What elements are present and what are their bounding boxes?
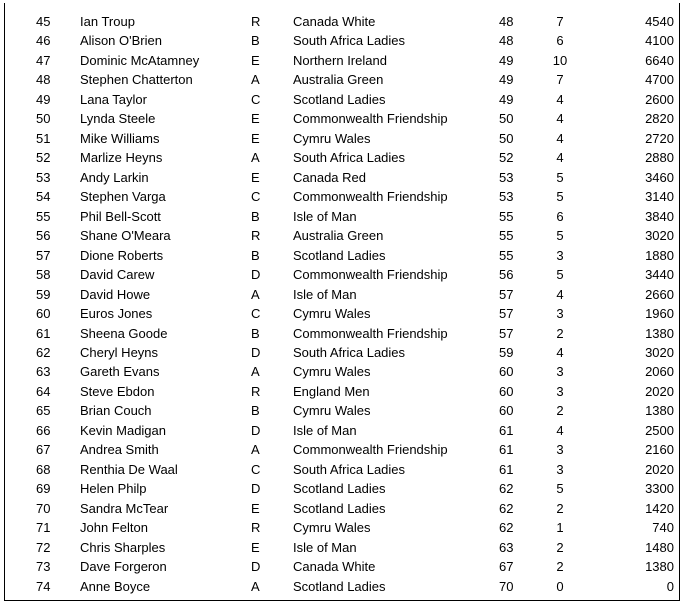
- count-cell: 3: [556, 247, 564, 263]
- group-cell: D: [251, 481, 261, 497]
- count-cell: 10: [552, 52, 568, 68]
- score-cell: 62: [499, 481, 514, 497]
- group-cell: A: [251, 578, 260, 594]
- table-row: [5, 187, 679, 206]
- position-cell: 73: [36, 559, 51, 575]
- points-cell: 1420: [645, 500, 674, 516]
- player-name-cell: Dione Roberts: [80, 247, 164, 263]
- score-cell: 50: [499, 130, 514, 146]
- points-cell: 2020: [645, 383, 674, 399]
- group-cell: C: [251, 189, 261, 205]
- player-name-cell: Steve Ebdon: [80, 383, 155, 399]
- table-row: [5, 246, 679, 265]
- count-cell: 3: [556, 364, 564, 380]
- table-row: [5, 207, 679, 226]
- player-name-cell: Ian Troup: [80, 14, 135, 29]
- player-name-cell: Andrea Smith: [80, 442, 159, 458]
- position-cell: 74: [36, 578, 51, 594]
- group-cell: C: [251, 461, 261, 477]
- position-cell: 67: [36, 442, 51, 458]
- points-cell: 2600: [645, 91, 674, 107]
- team-cell: South Africa Ladies: [293, 33, 406, 49]
- table-row: [5, 31, 679, 50]
- score-cell: 60: [499, 364, 514, 380]
- count-cell: 2: [556, 539, 564, 555]
- points-cell: 1960: [645, 306, 674, 322]
- group-cell: D: [251, 559, 261, 575]
- team-cell: Isle of Man: [293, 208, 357, 224]
- group-cell: C: [251, 91, 261, 107]
- position-cell: 54: [36, 189, 51, 205]
- group-cell: B: [251, 33, 260, 49]
- score-cell: 61: [499, 442, 514, 458]
- position-cell: 51: [36, 130, 51, 146]
- score-cell: 62: [499, 520, 514, 536]
- table-row: [5, 421, 679, 440]
- score-cell: 48: [499, 14, 514, 29]
- group-cell: R: [251, 520, 261, 536]
- table-row: [5, 460, 679, 479]
- group-cell: A: [251, 364, 260, 380]
- count-cell: 1: [556, 520, 564, 536]
- group-cell: E: [251, 539, 260, 555]
- group-cell: B: [251, 325, 260, 341]
- count-cell: 3: [556, 461, 564, 477]
- player-name-cell: Sheena Goode: [80, 325, 168, 341]
- group-cell: R: [251, 228, 261, 244]
- table-row: [5, 382, 679, 401]
- team-cell: Scotland Ladies: [293, 578, 386, 594]
- points-cell: 1380: [645, 403, 674, 419]
- player-name-cell: Andy Larkin: [80, 169, 149, 185]
- table-row: [5, 499, 679, 518]
- points-cell: 3460: [645, 169, 674, 185]
- table-row: [5, 304, 679, 323]
- player-name-cell: John Felton: [80, 520, 148, 536]
- player-name-cell: Gareth Evans: [80, 364, 160, 380]
- table-row: [5, 168, 679, 187]
- position-cell: 72: [36, 539, 51, 555]
- group-cell: E: [251, 169, 260, 185]
- table-row: [5, 226, 679, 245]
- table-row: [5, 440, 679, 459]
- group-cell: D: [251, 422, 261, 438]
- player-name-cell: Brian Couch: [80, 403, 152, 419]
- score-cell: 55: [499, 247, 514, 263]
- points-cell: 2720: [645, 130, 674, 146]
- table-row: [5, 148, 679, 167]
- player-name-cell: David Howe: [80, 286, 151, 302]
- count-cell: 7: [556, 14, 564, 29]
- results-table: [4, 3, 680, 601]
- points-cell: 0: [666, 578, 674, 594]
- player-name-cell: Lana Taylor: [80, 91, 147, 107]
- count-cell: 7: [556, 72, 564, 88]
- points-cell: 6640: [645, 52, 674, 68]
- score-cell: 57: [499, 325, 514, 341]
- points-cell: 2060: [645, 364, 674, 380]
- count-cell: 3: [556, 442, 564, 458]
- group-cell: B: [251, 208, 260, 224]
- player-name-cell: Marlize Heyns: [80, 150, 163, 166]
- points-cell: 3840: [645, 208, 674, 224]
- table-row: [5, 557, 679, 576]
- position-cell: 66: [36, 422, 51, 438]
- team-cell: Cymru Wales: [293, 364, 371, 380]
- points-cell: 3300: [645, 481, 674, 497]
- points-cell: 4700: [645, 72, 674, 88]
- count-cell: 2: [556, 500, 564, 516]
- player-name-cell: Alison O'Brien: [80, 33, 162, 49]
- score-cell: 52: [499, 150, 514, 166]
- points-cell: 3440: [645, 267, 674, 283]
- team-cell: Commonwealth Friendship: [293, 189, 448, 205]
- table-row: [5, 538, 679, 557]
- team-cell: Canada White: [293, 559, 376, 575]
- position-cell: 46: [36, 33, 51, 49]
- position-cell: 56: [36, 228, 51, 244]
- team-cell: Cymru Wales: [293, 403, 371, 419]
- player-name-cell: Lynda Steele: [80, 111, 156, 127]
- group-cell: E: [251, 52, 260, 68]
- table-row: [5, 343, 679, 362]
- team-cell: Northern Ireland: [293, 52, 387, 68]
- score-cell: 70: [499, 578, 514, 594]
- player-name-cell: Renthia De Waal: [80, 461, 178, 477]
- score-cell: 49: [499, 72, 514, 88]
- player-name-cell: Euros Jones: [80, 306, 153, 322]
- points-cell: 2660: [645, 286, 674, 302]
- points-cell: 3020: [645, 228, 674, 244]
- points-cell: 2500: [645, 422, 674, 438]
- position-cell: 47: [36, 52, 51, 68]
- points-cell: 2880: [645, 150, 674, 166]
- table-row: [5, 577, 679, 596]
- score-cell: 67: [499, 559, 514, 575]
- points-cell: 2020: [645, 461, 674, 477]
- player-name-cell: Stephen Varga: [80, 189, 166, 205]
- group-cell: A: [251, 442, 260, 458]
- position-cell: 71: [36, 520, 51, 536]
- position-cell: 53: [36, 169, 51, 185]
- score-cell: 63: [499, 539, 514, 555]
- position-cell: 50: [36, 111, 51, 127]
- team-cell: Scotland Ladies: [293, 247, 386, 263]
- team-cell: South Africa Ladies: [293, 461, 406, 477]
- player-name-cell: Kevin Madigan: [80, 422, 166, 438]
- score-cell: 61: [499, 461, 514, 477]
- table-row: [5, 362, 679, 381]
- score-cell: 55: [499, 228, 514, 244]
- group-cell: D: [251, 267, 261, 283]
- points-cell: 1380: [645, 325, 674, 341]
- player-name-cell: Helen Philp: [80, 481, 147, 497]
- table-row: [5, 12, 679, 31]
- team-cell: Canada Red: [293, 169, 366, 185]
- table-row: [5, 401, 679, 420]
- table-row: [5, 285, 679, 304]
- player-name-cell: Dave Forgeron: [80, 559, 167, 575]
- team-cell: Scotland Ladies: [293, 500, 386, 516]
- team-cell: England Men: [293, 383, 370, 399]
- team-cell: Australia Green: [293, 72, 384, 88]
- team-cell: Commonwealth Friendship: [293, 325, 448, 341]
- position-cell: 68: [36, 461, 51, 477]
- position-cell: 62: [36, 344, 51, 360]
- score-cell: 59: [499, 344, 514, 360]
- points-cell: 2820: [645, 111, 674, 127]
- team-cell: Cymru Wales: [293, 520, 371, 536]
- score-cell: 56: [499, 267, 514, 283]
- team-cell: Cymru Wales: [293, 306, 371, 322]
- score-cell: 60: [499, 403, 514, 419]
- count-cell: 3: [556, 306, 564, 322]
- score-cell: 62: [499, 500, 514, 516]
- position-cell: 64: [36, 383, 51, 399]
- points-cell: 1380: [645, 559, 674, 575]
- group-cell: A: [251, 72, 260, 88]
- position-cell: 65: [36, 403, 51, 419]
- position-cell: 57: [36, 247, 51, 263]
- position-cell: 52: [36, 150, 51, 166]
- player-name-cell: Dominic McAtamney: [80, 52, 200, 68]
- player-name-cell: Shane O'Meara: [80, 228, 171, 244]
- team-cell: Isle of Man: [293, 539, 357, 555]
- count-cell: 4: [556, 344, 564, 360]
- group-cell: C: [251, 306, 261, 322]
- score-cell: 53: [499, 189, 514, 205]
- count-cell: 4: [556, 422, 564, 438]
- position-cell: 49: [36, 91, 51, 107]
- position-cell: 69: [36, 481, 51, 497]
- table-row: [5, 51, 679, 70]
- group-cell: D: [251, 344, 261, 360]
- player-name-cell: Phil Bell-Scott: [80, 208, 161, 224]
- points-cell: 4540: [645, 14, 674, 29]
- team-cell: Australia Green: [293, 228, 384, 244]
- score-cell: 49: [499, 52, 514, 68]
- count-cell: 5: [556, 481, 564, 497]
- table-row: [5, 324, 679, 343]
- player-name-cell: Sandra McTear: [80, 500, 169, 516]
- count-cell: 4: [556, 150, 564, 166]
- team-cell: Commonwealth Friendship: [293, 111, 448, 127]
- position-cell: 59: [36, 286, 51, 302]
- player-name-cell: Cheryl Heyns: [80, 344, 159, 360]
- player-name-cell: Anne Boyce: [80, 578, 151, 594]
- score-cell: 57: [499, 306, 514, 322]
- count-cell: 4: [556, 111, 564, 127]
- count-cell: 5: [556, 228, 564, 244]
- count-cell: 3: [556, 383, 564, 399]
- position-cell: 61: [36, 325, 51, 341]
- team-cell: Canada White: [293, 14, 376, 29]
- score-cell: 50: [499, 111, 514, 127]
- points-cell: 2160: [645, 442, 674, 458]
- table-row: [5, 129, 679, 148]
- count-cell: 5: [556, 267, 564, 283]
- points-cell: 3020: [645, 344, 674, 360]
- team-cell: South Africa Ladies: [293, 150, 406, 166]
- team-cell: Scotland Ladies: [293, 91, 386, 107]
- count-cell: 4: [556, 91, 564, 107]
- points-cell: 4100: [645, 33, 674, 49]
- points-cell: 1880: [645, 247, 674, 263]
- count-cell: 5: [556, 169, 564, 185]
- points-cell: 1480: [645, 539, 674, 555]
- count-cell: 2: [556, 559, 564, 575]
- group-cell: A: [251, 150, 260, 166]
- team-cell: Isle of Man: [293, 422, 357, 438]
- score-cell: 57: [499, 286, 514, 302]
- group-cell: E: [251, 111, 260, 127]
- position-cell: 70: [36, 500, 51, 516]
- table-row: [5, 518, 679, 537]
- score-cell: 53: [499, 169, 514, 185]
- position-cell: 63: [36, 364, 51, 380]
- player-name-cell: Chris Sharples: [80, 539, 166, 555]
- group-cell: A: [251, 286, 260, 302]
- score-cell: 48: [499, 33, 514, 49]
- table-row: [5, 265, 679, 284]
- group-cell: E: [251, 500, 260, 516]
- position-cell: 45: [36, 14, 51, 29]
- team-cell: Cymru Wales: [293, 130, 371, 146]
- score-cell: 61: [499, 422, 514, 438]
- group-cell: E: [251, 130, 260, 146]
- count-cell: 4: [556, 130, 564, 146]
- position-cell: 58: [36, 267, 51, 283]
- group-cell: R: [251, 383, 261, 399]
- team-cell: Commonwealth Friendship: [293, 267, 448, 283]
- group-cell: B: [251, 247, 260, 263]
- position-cell: 55: [36, 208, 51, 224]
- count-cell: 4: [556, 286, 564, 302]
- count-cell: 5: [556, 189, 564, 205]
- score-cell: 49: [499, 91, 514, 107]
- table-row: [5, 109, 679, 128]
- position-cell: 48: [36, 72, 51, 88]
- points-cell: 740: [652, 520, 674, 536]
- table-row: [5, 70, 679, 89]
- table-row: [5, 479, 679, 498]
- team-cell: South Africa Ladies: [293, 344, 406, 360]
- player-name-cell: Stephen Chatterton: [80, 72, 193, 88]
- points-cell: 3140: [645, 189, 674, 205]
- count-cell: 6: [556, 208, 564, 224]
- count-cell: 2: [556, 325, 564, 341]
- position-cell: 60: [36, 306, 51, 322]
- team-cell: Isle of Man: [293, 286, 357, 302]
- count-cell: 0: [556, 578, 564, 594]
- table-row: [5, 90, 679, 109]
- player-name-cell: David Carew: [80, 267, 155, 283]
- count-cell: 6: [556, 33, 564, 49]
- team-cell: Commonwealth Friendship: [293, 442, 448, 458]
- group-cell: R: [251, 14, 261, 29]
- team-cell: Scotland Ladies: [293, 481, 386, 497]
- score-cell: 60: [499, 383, 514, 399]
- player-name-cell: Mike Williams: [80, 130, 160, 146]
- count-cell: 2: [556, 403, 564, 419]
- group-cell: B: [251, 403, 260, 419]
- score-cell: 55: [499, 208, 514, 224]
